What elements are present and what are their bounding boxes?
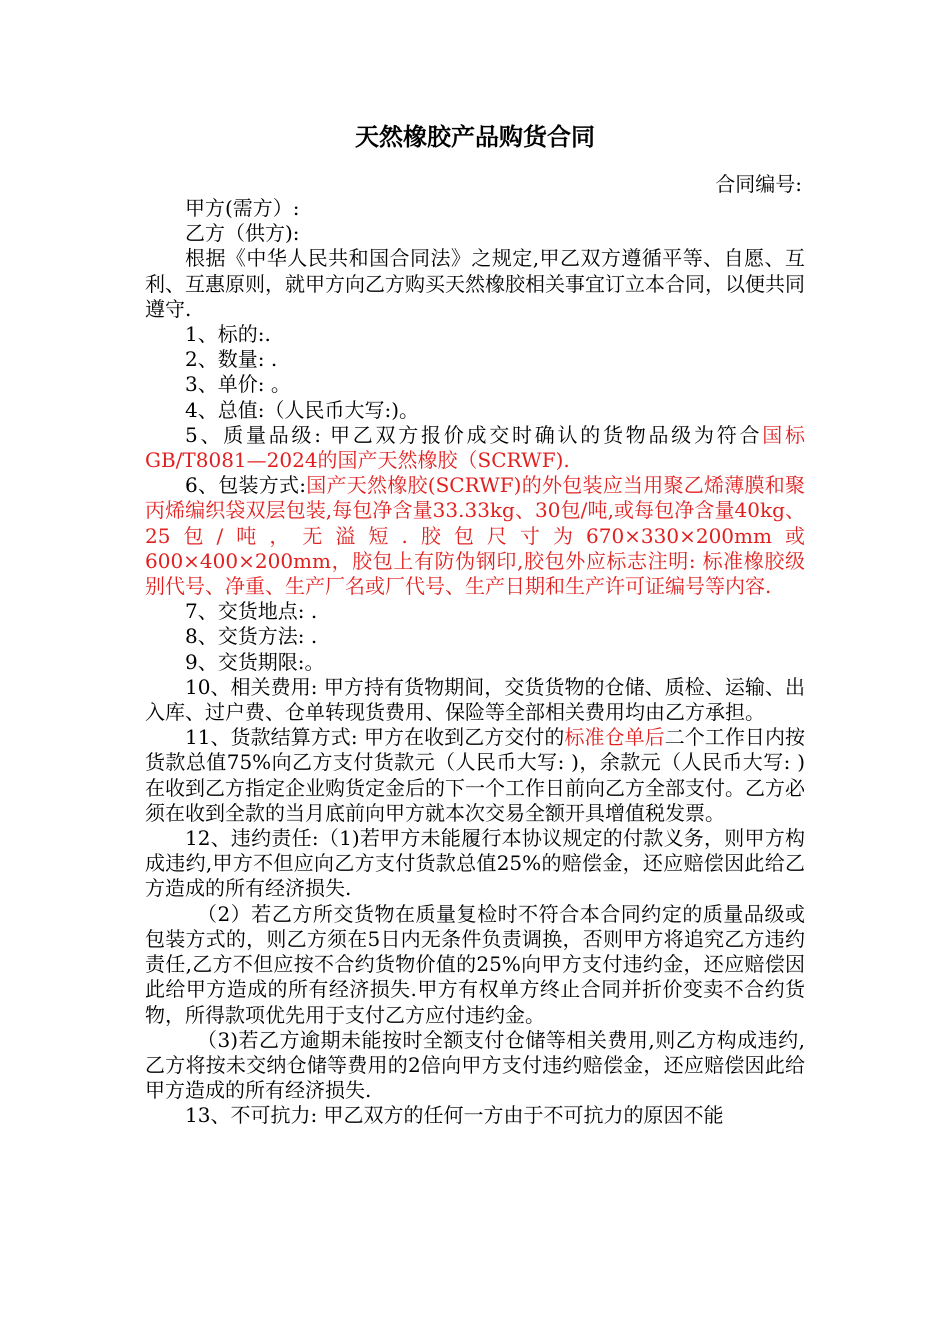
clause-breach-sub-3: （3)若乙方逾期未能按时全额支付仓储等相关费用,则乙方构成违约,乙方将按未交纳仓储等费用的2倍向甲方支付违约赔偿金，还应赔偿因此给甲方造成的所有经济损失. — [145, 1027, 805, 1103]
clause-force-majeure: 13、不可抗力: 甲乙双方的任何一方由于不可抗力的原因不能 — [185, 1103, 724, 1128]
clause-packaging-label: 6、包装方式: — [185, 473, 306, 498]
clause-delivery-period: 9、交货期限:。 — [185, 649, 325, 674]
clause-payment-settlement — [145, 725, 805, 826]
clause-payment-warrant: 标准仓单后 — [564, 725, 665, 750]
clause-quality-grade — [145, 423, 805, 473]
document-title: 天然橡胶产品购货合同 — [355, 122, 595, 151]
clause-quantity: 2、数量: . — [185, 347, 278, 372]
preamble-paragraph: 根据《中华人民共和国合同法》之规定,甲乙双方遵循平等、自愿、互利、互惠原则，就甲方向乙方购买天然橡胶相关事宜订立本合同，以便共同遵守. — [145, 246, 805, 321]
clause-packaging — [145, 473, 805, 599]
clause-total-value: 4、总值:（人民币大写:)。 — [185, 397, 420, 422]
party-a-line: 甲方(需方）: — [185, 196, 300, 220]
clause-delivery-method: 8、交货方法: . — [185, 624, 318, 649]
clause-quality-grade-standard: 国标GB/T8081—2024的国产天然橡胶（SCRWF). — [145, 422, 805, 473]
contract-body — [145, 196, 805, 1129]
clause-related-fees: 10、相关费用: 甲方持有货物期间，交货货物的仓储、质检、运输、出入库、过户费、仓单转现货费用、保险等全部相关费用均由乙方承担。 — [145, 674, 805, 725]
clause-quality-grade-text: 5、质量品级: 甲乙双方报价成交时确认的货物品级为符合 — [185, 422, 763, 447]
clause-payment-text-start: 11、货款结算方式: 甲方在收到乙方交付的 — [185, 725, 565, 750]
clause-breach-sub-2: （2）若乙方所交货物在质量复检时不符合本合同约定的质量品级或包装方式的，则乙方须在5日内无条件负责调换，否则甲方将追究乙方违约责任,乙方不但应按不合约货物价值的25%向甲方支付违约金，还应赔偿因此给甲方造成的所有经济损失.甲方有权单方终止合同并折价变卖不合约货物，所得款项优先用于支付乙方应付违约金。 — [145, 901, 805, 1027]
clause-subject: 1、标的:. — [185, 322, 271, 347]
clause-payment-text-end: 二个工作日内按货款总值75%向乙方支付货款元（人民币大写: )，余款元（人民币大写: )在收到乙方指定企业购货定金后的下一个工作日前向乙方全部支付。乙方必须在收到全款的当月底前向甲方就本次交易全额开具增值税发票。 — [145, 725, 806, 825]
contract-number-label: 合同编号: — [715, 172, 802, 196]
clause-unit-price: 3、单价: 。 — [185, 372, 291, 397]
party-b-line: 乙方（供方): — [185, 221, 300, 246]
clause-breach-liability: 12、违约责任:（1)若甲方未能履行本协议规定的付款义务，则甲方构成违约,甲方不但应向乙方支付货款总值25%的赔偿金，还应赔偿因此给乙方造成的所有经济损失. — [145, 826, 805, 901]
clause-packaging-text: 国产天然橡胶(SCRWF)的外包装应当用聚乙烯薄膜和聚丙烯编织袋双层包装,每包净含量33.33kg、30包/吨,或每包净含量40kg、25包/吨，无溢短.胶包尺寸为670×330×200mm或600×400×200mm，胶包上有防伪钢印,胶包外应标志注明: 标准橡胶级别代号、净重、生产厂名或厂代号、生产日期和生产许可证编号等内容. — [145, 473, 805, 599]
clause-delivery-place: 7、交货地点: . — [185, 599, 318, 624]
